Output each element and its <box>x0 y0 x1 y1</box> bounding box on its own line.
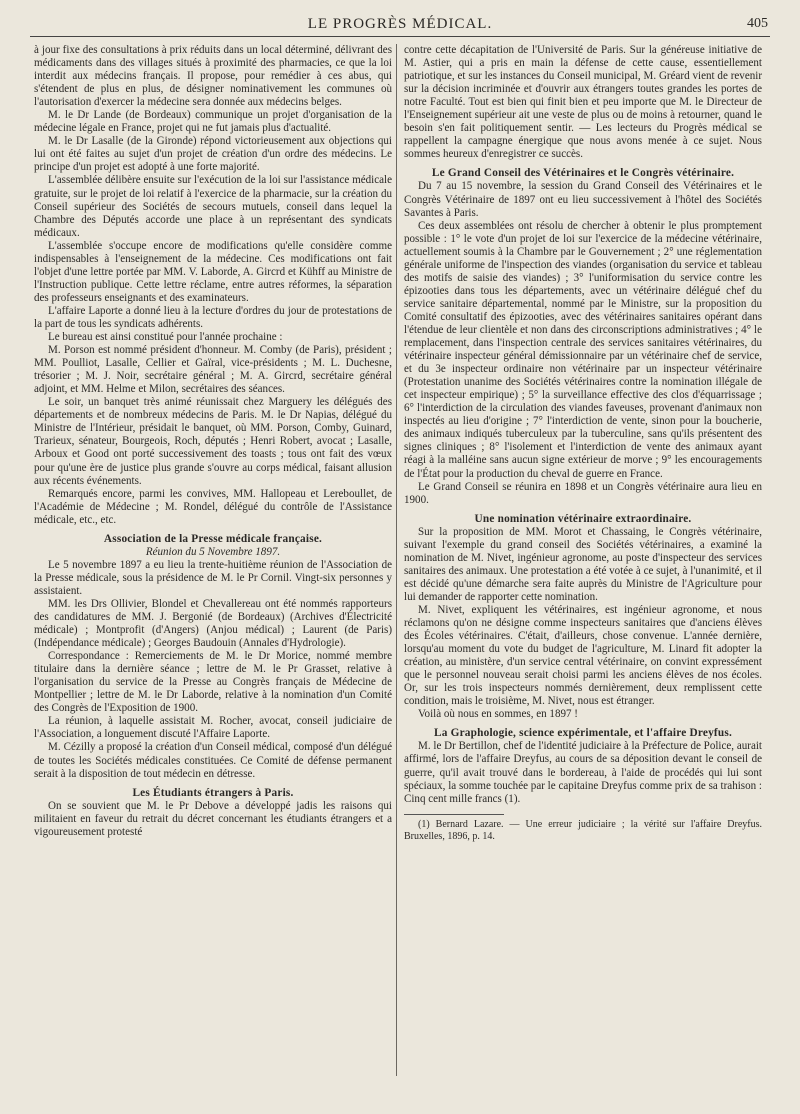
footnote-rule <box>404 814 504 815</box>
paragraph: contre cette décapitation de l'Université de Paris. Sur la généreuse initiative de M. Astier, qui a pris en main la défense de cette cause, essentiellement patriotique, et sur les instances du Conseil municipal, M. Gréard vient de revenir sur la décision incriminée et d'ouvrir aux étrangers toutes grandes les portes de notre Faculté. Tout est bien qui finit bien et peu importe que M. le Directeur de l'Enseignement supérieur ait une veste de plus ou de moins à retourner, quand le besoin s'en fait politiquement sentir. — Les lecteurs du Progrès médical se rappellent la campagne énergique que nous avons menée à ce sujet. Nous sommes heureux d'enregistrer ce succès. <box>404 44 762 161</box>
paragraph: M. Porson est nommé président d'honneur. M. Comby (de Paris), président ; MM. Poulliot, Lasalle, Cellier et Gaïral, vice-présidents ; M. L. Duchesne, trésorier ; M. J. Noir, secrétaire général ; M. A. Gircrd, secrétaire général adjoint, et MM. Helme et Milon, secrétaires des séances. <box>34 344 392 396</box>
paragraph: Correspondance : Remerciements de M. le Dr Morice, nommé membre titulaire dans la dernière séance ; lettre de M. le Pr Grasset, relative à l'organisation du service de la Presse au Congrès français de Médecine de Montpellier ; lettre de M. le Dr Laborde, relative à la nomination d'un Comité des Congrès de l'Exposition de 1900. <box>34 650 392 715</box>
paragraph: Le soir, un banquet très animé réunissait chez Marguery les délégués des départements et de nombreux médecins de Paris. M. le Dr Napias, délégué du Ministre de l'Intérieur, présidait le banquet, où MM. Porson, Comby, Guinard, Trarieux, sénateur, Bourgeois, Roch, députés ; Henri Robert, avocat ; Lasalle, Arboux et Good ont porté successivement des toasts ; tous ont fait des vœux pour qu'une ère de justice plus grande s'ouvre au corps médical, faisant allusion aux récents événements. <box>34 396 392 487</box>
page-number: 405 <box>747 16 768 31</box>
paragraph: Le Grand Conseil se réunira en 1898 et un Congrès vétérinaire aura lieu en 1900. <box>404 480 762 506</box>
paragraph: Le bureau est ainsi constitué pour l'année prochaine : <box>48 331 283 344</box>
paragraph: M. le Dr Bertillon, chef de l'identité judiciaire à la Préfecture de Police, aurait affirmé, lors de l'affaire Dreyfus, au cours de sa déposition devant le conseil de guerre, qu'il avait trouvé dans le bordereau, à l'aide de procédés qui lui sont spéciaux, la somme touchée par le capitaine Dreyfus comme prix de sa trahison : Cinq cent mille francs (1). <box>404 740 762 805</box>
paragraph: L'affaire Laporte a donné lieu à la lecture d'ordres du jour de protestations de la part de tous les syndicats adhérents. <box>34 304 392 330</box>
paragraph: L'assemblée s'occupe encore de modifications qu'elle considère comme indispensables à l'enseignement de la médecine. Ces modifications ont fait l'objet d'une lettre portée par MM. V. Laborde, A. Gircrd et Kühff au Ministre de l'Instruction publique. Cette lettre réclame, entre autres réformes, la séparation des professeurs enseignants et des examinateurs. <box>34 239 392 304</box>
section-heading: Une nomination vétérinaire extraordinaire. <box>474 512 692 525</box>
section-heading: Association de la Presse médicale française. <box>103 532 323 545</box>
footnote: (1) Bernard Lazare. — Une erreur judiciaire ; la vérité sur l'affaire Dreyfus. Bruxelles, 1896, p. 14. <box>404 818 762 842</box>
paragraph: Ces deux assemblées ont résolu de chercher à obtenir le plus promptement possible : 1° le vote d'un projet de loi sur l'exercice de la médecine vétérinaire, actuellement soumis à la Chambre par le Gouvernement ; 2° une réglementation générale uniforme de l'inspection des viandes (organisation du service et tableau des motifs de saisie des viandes) ; 3° l'uniformisation du service contre les épizooties dans tous les départements, avec un vétérinaire délégué chef du service sanitaire départemental, nommé par le Ministre, sur la proposition du Comité consultatif des épizooties, avec des vétérinaires sanitaires opérant dans l'étendue de leur clientèle et non dans des circonscriptions administratives ; 4° le remplacement, dans l'inspection centrale des services sanitaires vétérinaires, du vétérinaire inspecteur général démissionnaire par un vétérinaire chef de service, et du 3e inspecteur ordinaire non vétérinaire par un inspecteur vétérinaire (Protestation unanime des Sociétés vétérinaires contre la nomination illégale de cet inspecteur empirique) ; 5° la surveillance effective des clos d'équarrissage ; 6° l'interdiction de la circulation des viandes faveuses, provenant d'animaux non inspectés au lieu d'origine ; 7° l'interdiction de vente, sinon pour la boucherie, des animaux indiqués tuberculeux par la tuberculine, sans qu'ils présentent des signes cliniques ; 8° l'isolement et l'interdiction de vente des animaux ayant réagi à la malléine sans aucun signe extérieur de morve ; 9° les encouragements de l'État pour la production du cheval de guerre en France. <box>404 219 762 480</box>
paragraph: On se souvient que M. le Pr Debove a développé jadis les raisons qui militaient en faveur du retrait du décret concernant les étudiants étrangers et a vigoureusement protesté <box>34 799 392 838</box>
section-heading: Le Grand Conseil des Vétérinaires et le Congrès vétérinaire. <box>431 167 735 180</box>
paragraph: M. le Dr Lande (de Bordeaux) communique un projet d'organisation de la médecine légale en France, projet qui ne fut jamais plus d'actualité. <box>34 109 392 135</box>
paragraph: MM. les Drs Ollivier, Blondel et Chevallereau ont été nommés rapporteurs des candidatures de MM. J. Bergonié (de Bordeaux) (Archives d'Électricité médicale) ; Montprofit (d'Angers) (Anjou médical) ; Laurent (de Paris) (Indépendance médicale) ; Georges Baudouin (Annales d'Hydrologie). <box>34 597 392 650</box>
paragraph: Voilà où nous en sommes, en 1897 ! <box>418 708 578 721</box>
section-heading: Les Étudiants étrangers à Paris. <box>132 786 294 799</box>
paragraph: Remarqués encore, parmi les convives, MM. Hallopeau et Lereboullet, de l'Académie de Médecine ; M. Rondel, délégué du contrôle de l'Assistance médicale, etc., etc. <box>34 487 392 526</box>
journal-title: LE PROGRÈS MÉDICAL. <box>307 16 493 32</box>
left-column <box>34 44 392 1104</box>
paragraph: Du 7 au 15 novembre, la session du Grand Conseil des Vétérinaires et le Congrès Vétérinaire de 1897 ont eu lieu successivement à l'hôtel des Sociétés Savantes à Paris. <box>404 180 762 219</box>
paragraph: La réunion, à laquelle assistait M. Rocher, avocat, conseil judiciaire de l'Association, a longuement discuté l'Affaire Laporte. <box>34 715 392 741</box>
paragraph: Le 5 novembre 1897 a eu lieu la trente-huitième réunion de l'Association de la Presse médicale, sous la présidence de M. le Pr Cornil. Vingt-six personnes y assistaient. <box>34 558 392 597</box>
section-heading: La Graphologie, science expérimentale, et l'affaire Dreyfus. <box>433 727 733 740</box>
paragraph: Sur la proposition de MM. Morot et Chassaing, le Congrès vétérinaire, suivant l'exemple du grand conseil des Sociétés vétérinaires, a examiné la nomination de M. Nivet, ingénieur agronome, au poste d'inspecteur des services sanitaires des animaux. Une protestation a été votée à ce sujet, à l'unanimité, et il est décidé qu'une démarche sera faite auprès du Ministre de l'Agriculture pour lui demander de rapporter cette nomination. <box>404 525 762 603</box>
paragraph: L'assemblée délibère ensuite sur l'exécution de la loi sur l'assistance médicale gratuite, sur le projet de loi relatif à l'exercice de la pharmacie, sur la création du Conseil supérieur des Sociétés de secours mutuels, conseil dans lequel la Chambre des Députés accorde une place à un représentant des syndicats médicaux. <box>34 174 392 239</box>
section-subheading: Réunion du 5 Novembre 1897. <box>145 545 281 558</box>
column-divider <box>396 44 397 1076</box>
right-column <box>404 44 762 1104</box>
running-header <box>30 14 770 37</box>
paragraph: M. le Dr Lasalle (de la Gironde) répond victorieusement aux objections qui lui ont été faites au sujet d'un projet de création d'un ordre des médecins. Le principe d'un projet est adopté à une forte majorité. <box>34 135 392 174</box>
paragraph: M. Nivet, expliquent les vétérinaires, est ingénieur agronome, et nous réclamons qu'on ne désigne comme inspecteurs sanitaires que d'anciens élèves des Écoles vétérinaires. C'était, d'ailleurs, chose convenue. L'année dernière, lorsqu'au moment du vote du budget de l'agriculture, M. Linard fit adopter la création, au ministère, d'un service central vétérinaire, on convint expressément que le personnel nouveau serait choisi parmi les anciens élèves de nos écoles. Or, sur les trois inspecteurs nommés dernièrement, deux remplissent cette condition, mais le troisième, M. Nivet, nous est étranger. <box>404 603 762 708</box>
paragraph: à jour fixe des consultations à prix réduits dans un local déterminé, délivrant des médicaments dans des villages situés à proximité des pharmacies, ce que la loi interdit aux médecins français. Il propose, pour remédier à ces abus, qui s'étendent de plus en plus, de désigner nominativement les communes où l'autorisation d'exercer la médecine sera donnée aux médecins belges. <box>34 44 392 109</box>
paragraph: M. Cézilly a proposé la création d'un Conseil médical, composé d'un délégué de toutes les Sociétés médicales constituées. Ce Comité de défense permanent serait à la disposition de tout médecin en détresse. <box>34 741 392 780</box>
